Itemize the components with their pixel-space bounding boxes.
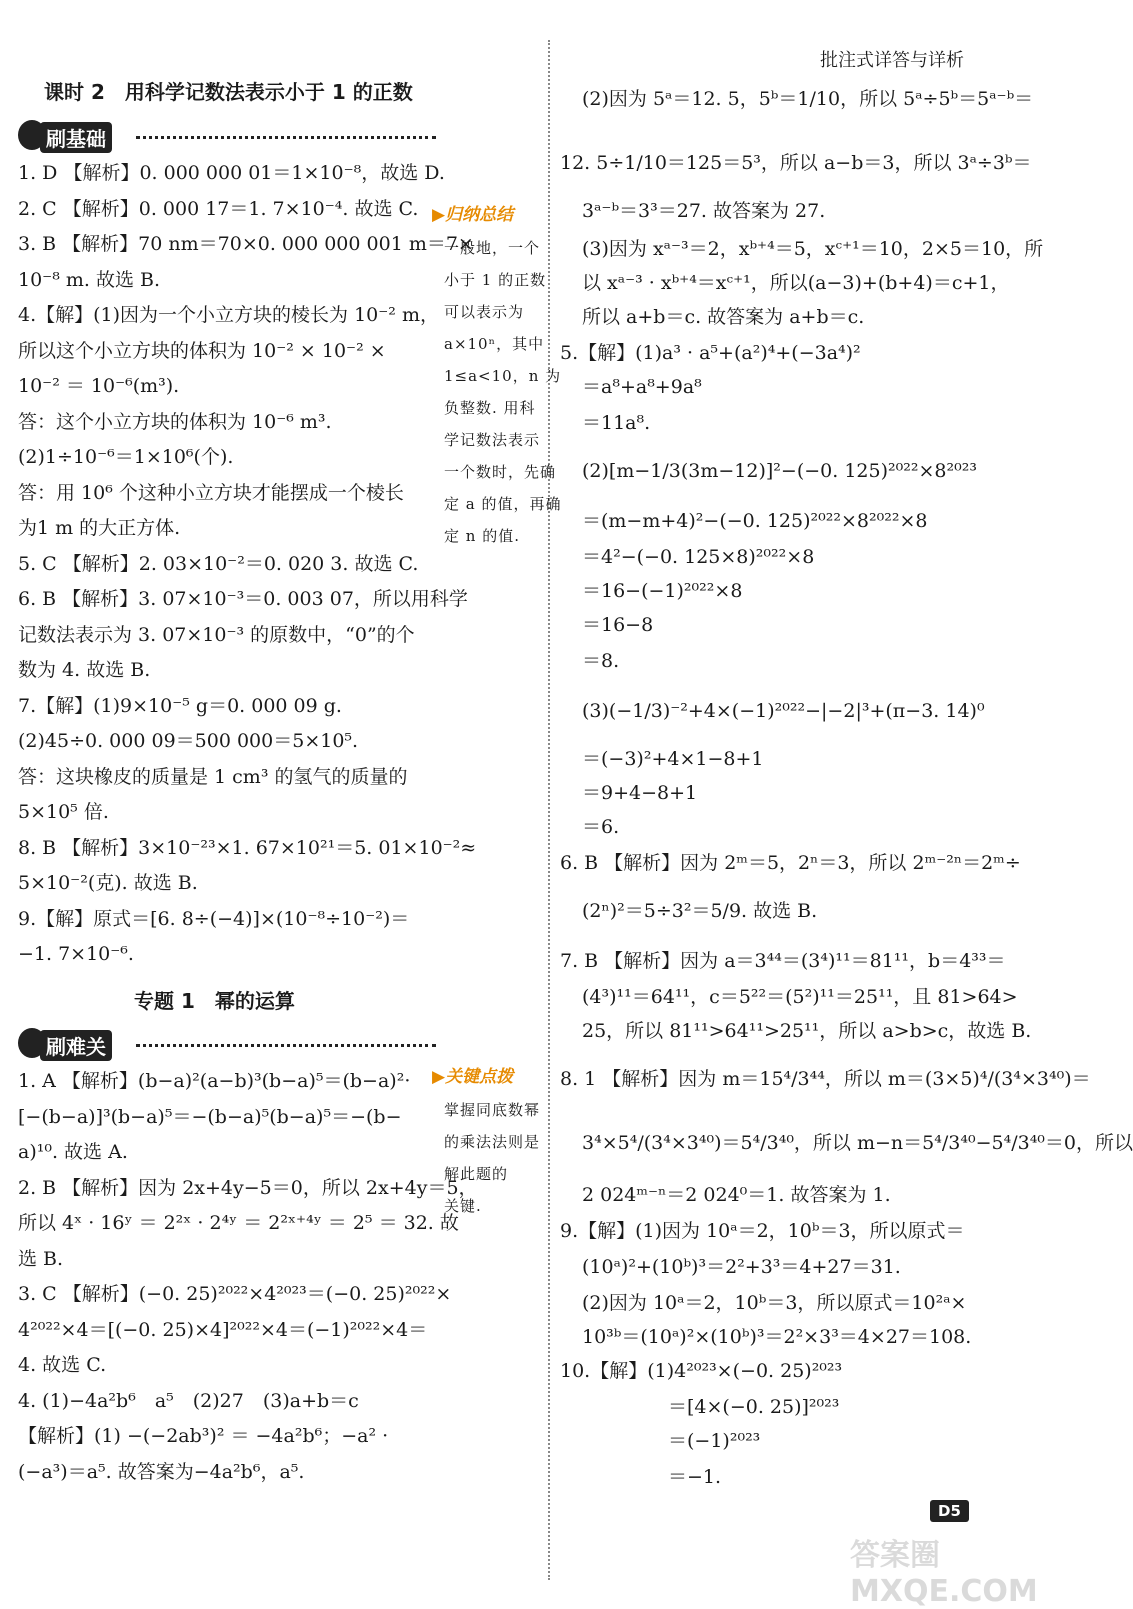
answer-line: (−a³)＝a⁵. 故答案为−4a²b⁶，a⁵. — [18, 1460, 305, 1483]
answer-line: 答：这个小立方块的体积为 10⁻⁶ m³. — [18, 410, 332, 433]
answer-line: ＝8. — [582, 650, 620, 672]
answer-line: 7.【解】(1)9×10⁻⁵ g＝0. 000 09 g. — [18, 694, 342, 717]
answer-line: 10⁻⁸ m. 故选 B. — [18, 268, 160, 291]
answer-line: 数为 4. 故选 B. — [18, 659, 151, 681]
answer-line: 4. (1)−4a²b⁶ a⁵ (2)27 (3)a+b＝c — [18, 1389, 359, 1412]
answer-line: 2 024ᵐ⁻ⁿ＝2 024⁰＝1. 故答案为 1. — [582, 1184, 891, 1206]
answer-line: 4²⁰²²×4＝[(−0. 25)×4]²⁰²²×4＝(−1)²⁰²²×4＝ — [18, 1318, 428, 1341]
section-banner-basic — [18, 120, 438, 156]
note-line: 负整数. 用科 — [444, 399, 536, 417]
answer-line: 3ᵃ⁻ᵇ＝3³＝27. 故答案为 27. — [582, 200, 826, 222]
note-line: 小于 1 的正数 — [444, 271, 547, 289]
answer-line: 4.【解】(1)因为一个小立方块的棱长为 10⁻² m， — [18, 304, 439, 326]
answer-line: 为1 m 的大正方体. — [18, 517, 181, 539]
answer-line: ＝(−3)²+4×1−8+1 — [582, 748, 764, 770]
answer-line: 6. B 【解析】3. 07×10⁻³＝0. 003 07，所以用科学 — [18, 588, 468, 610]
answer-line: (3)因为 xᵃ⁻³＝2，xᵇ⁺⁴＝5，xᶜ⁺¹＝10，2×5＝10，所 — [582, 238, 1044, 260]
column-divider — [548, 40, 550, 1580]
note-line: 解此题的 — [444, 1165, 509, 1183]
answer-line: 1. D 【解析】0. 000 000 01＝1×10⁻⁸，故选 D. — [18, 162, 445, 184]
answer-line: ＝(−1)²⁰²³ — [668, 1430, 761, 1452]
note-line: a×10ⁿ，其中 — [444, 335, 545, 353]
answer-line: ＝16−8 — [582, 614, 654, 636]
answer-line: 3. B 【解析】70 nm＝70×0. 000 000 001 m＝7× — [18, 233, 474, 255]
answer-line: 4. 故选 C. — [18, 1354, 107, 1376]
answer-line: (2)45÷0. 000 09＝500 000＝5×10⁵. — [18, 730, 359, 752]
answer-line: (4³)¹¹＝64¹¹，c＝5²²＝(5²)¹¹＝25¹¹，且 81>64> — [582, 986, 1018, 1008]
note-line: 一个数时，先确 — [444, 463, 557, 481]
note-line: 一般地，一个 — [444, 239, 541, 257]
answer-line: 8. B 【解析】3×10⁻²³×1. 67×10²¹＝5. 01×10⁻²≈ — [18, 836, 477, 859]
note-line: 可以表示为 — [444, 303, 525, 321]
banner-label: 刷基础 — [40, 122, 112, 153]
answer-line: 6. B 【解析】因为 2ᵐ＝5，2ⁿ＝3，所以 2ᵐ⁻²ⁿ＝2ᵐ÷ — [560, 852, 1021, 874]
answer-line: 2. C 【解析】0. 000 17＝1. 7×10⁻⁴. 故选 C. — [18, 197, 419, 220]
answer-line: 5. C 【解析】2. 03×10⁻²＝0. 020 3. 故选 C. — [18, 552, 419, 575]
answer-line: 2. B 【解析】因为 2x+4y−5＝0，所以 2x+4y＝5， — [18, 1176, 478, 1199]
answer-line: −1. 7×10⁻⁶. — [18, 943, 134, 965]
answer-line: 答：这块橡皮的质量是 1 cm³ 的氢气的质量的 — [18, 765, 408, 788]
answer-line: a)¹⁰. 故选 A. — [18, 1141, 128, 1163]
answer-line: (2)1÷10⁻⁶＝1×10⁶(个). — [18, 446, 234, 468]
answer-line: 5×10⁵ 倍. — [18, 801, 109, 823]
note-line: 定 a 的值，再确 — [444, 495, 562, 513]
answer-line: ＝6. — [582, 816, 620, 838]
dotted-divider — [136, 1044, 436, 1047]
topic-title: 专题 1 幂的运算 — [134, 989, 295, 1013]
answer-line: 以 xᵃ⁻³ · xᵇ⁺⁴＝xᶜ⁺¹，所以(a−3)+(b+4)＝c+1， — [582, 272, 1010, 294]
answer-line: ＝a⁸+a⁸+9a⁸ — [582, 376, 702, 398]
answer-line: ＝−1. — [668, 1466, 722, 1488]
answer-line: 10³ᵇ＝(10ᵃ)²×(10ᵇ)³＝2²×3³＝4×27＝108. — [582, 1326, 972, 1348]
answer-line: 9.【解】(1)因为 10ᵃ＝2，10ᵇ＝3，所以原式＝ — [560, 1220, 965, 1242]
answer-line: 选 B. — [18, 1247, 64, 1270]
answer-line: (3)(−1/3)⁻²+4×(−1)²⁰²²−|−2|³+(π−3. 14)⁰ — [582, 700, 985, 722]
answer-line: 10⁻² ＝ 10⁻⁶(m³). — [18, 375, 180, 397]
answer-line: 8. 1 【解析】因为 m＝15⁴/3⁴⁴，所以 m＝(3×5)⁴/(3⁴×3⁴⁰)＝ — [560, 1068, 1091, 1090]
answer-line: [−(b−a)]³(b−a)⁵＝−(b−a)⁵(b−a)⁵＝−(b− — [18, 1105, 402, 1128]
answer-line: ＝(m−m+4)²−(−0. 125)²⁰²²×8²⁰²²×8 — [582, 510, 928, 532]
note-title-summary: ▶归纳总结 — [432, 205, 514, 225]
answer-line: 答：用 10⁶ 个这种小立方块才能摆成一个棱长 — [18, 481, 404, 504]
answer-line: 7. B 【解析】因为 a＝3⁴⁴＝(3⁴)¹¹＝81¹¹，b＝4³³＝ — [560, 950, 1006, 972]
dotted-divider — [136, 136, 436, 139]
answer-line: (2)因为 5ᵃ＝12. 5，5ᵇ＝1/10，所以 5ᵃ÷5ᵇ＝5ᵃ⁻ᵇ＝ — [582, 88, 1034, 110]
page-number: D5 — [930, 1500, 969, 1522]
watermark: 答案圈 MXQE.COM — [850, 1538, 1038, 1609]
answer-line: 25，所以 81¹¹>64¹¹>25¹¹，所以 a>b>c，故选 B. — [582, 1020, 1032, 1042]
note-line: 的乘法法则是 — [444, 1133, 541, 1151]
answer-line: (2ⁿ)²＝5÷3²＝5/9. 故选 B. — [582, 900, 818, 922]
note-line: 掌握同底数幂 — [444, 1101, 541, 1119]
answer-line: 1. A 【解析】(b−a)²(a−b)³(b−a)⁵＝(b−a)²· — [18, 1070, 411, 1092]
note-line: 关键. — [444, 1197, 482, 1215]
answer-line: ＝4²−(−0. 125×8)²⁰²²×8 — [582, 546, 815, 568]
answer-line: ＝11a⁸. — [582, 412, 651, 434]
answer-line: (2)因为 10ᵃ＝2，10ᵇ＝3，所以原式＝10²ᵃ× — [582, 1292, 967, 1314]
answer-line: ＝[4×(−0. 25)]²⁰²³ — [668, 1396, 840, 1418]
answer-line: 5×10⁻²(克). 故选 B. — [18, 872, 198, 894]
answer-line: 3. C 【解析】(−0. 25)²⁰²²×4²⁰²³＝(−0. 25)²⁰²²× — [18, 1283, 452, 1305]
note-line: 1≤a<10，n 为 — [444, 367, 562, 385]
answer-line: 3⁴×5⁴/(3⁴×3⁴⁰)＝5⁴/3⁴⁰，所以 m−n＝5⁴/3⁴⁰−5⁴/3⁴⁰＝0，所以 — [582, 1132, 1133, 1154]
answer-line: 所以 4ˣ · 16ʸ ＝ 2²ˣ · 2⁴ʸ ＝ 2²ˣ⁺⁴ʸ ＝ 2⁵ ＝ 32. 故 — [18, 1212, 459, 1234]
answer-line: ＝9+4−8+1 — [582, 782, 698, 804]
page-header: 批注式详答与详析 — [820, 50, 964, 71]
answer-line: 所以 a+b＝c. 故答案为 a+b＝c. — [582, 306, 865, 328]
answer-line: 【解析】(1) −(−2ab³)² ＝ −4a²b⁶；−a² · — [18, 1425, 389, 1447]
section-banner-hard — [18, 1028, 438, 1064]
answer-line: (2)[m−1/3(3m−12)]²−(−0. 125)²⁰²²×8²⁰²³ — [582, 460, 977, 482]
answer-line: 5.【解】(1)a³ · a⁵+(a²)⁴+(−3a⁴)² — [560, 342, 861, 364]
answer-line: 记数法表示为 3. 07×10⁻³ 的原数中，“0”的个 — [18, 623, 415, 646]
answer-line: 所以这个小立方块的体积为 10⁻² × 10⁻² × — [18, 339, 386, 362]
note-line: 学记数法表示 — [444, 431, 541, 449]
banner-label: 刷难关 — [40, 1030, 112, 1061]
answer-line: 12. 5÷1/10＝125＝5³，所以 a−b＝3，所以 3ᵃ÷3ᵇ＝ — [560, 152, 1032, 174]
answer-line: ＝16−(−1)²⁰²²×8 — [582, 580, 743, 602]
answer-line: 9.【解】原式＝[6. 8÷(−4)]×(10⁻⁸÷10⁻²)＝ — [18, 907, 410, 930]
answer-line: 10.【解】(1)4²⁰²³×(−0. 25)²⁰²³ — [560, 1360, 843, 1382]
answer-line: (10ᵃ)²+(10ᵇ)³＝2²+3³＝4+27＝31. — [582, 1256, 901, 1278]
note-title-keypoint: ▶关键点拨 — [432, 1067, 514, 1087]
note-line: 定 n 的值. — [444, 527, 520, 545]
lesson-title: 课时 2 用科学记数法表示小于 1 的正数 — [44, 80, 413, 104]
